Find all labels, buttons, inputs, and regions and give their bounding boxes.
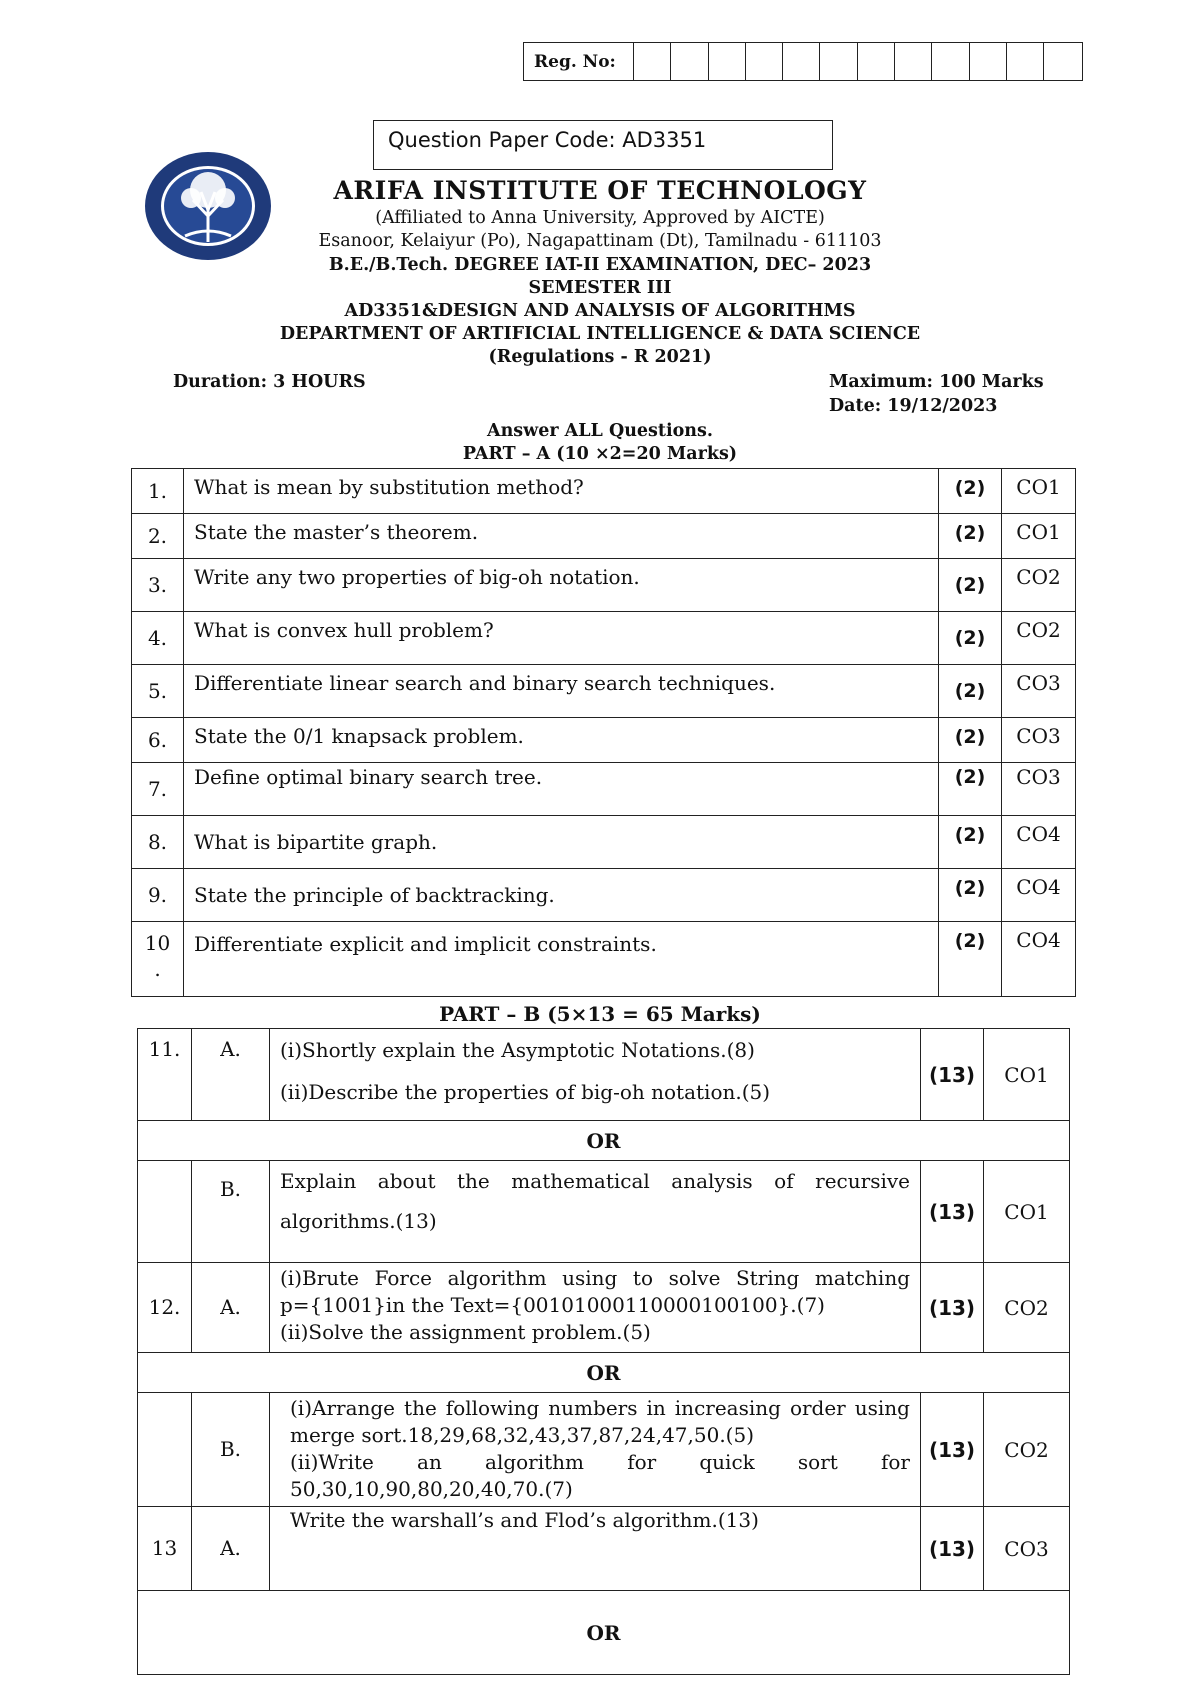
empty-cell bbox=[138, 1161, 192, 1263]
question-line: (i)Shortly explain the Asymptotic Notations.(8) bbox=[280, 1038, 755, 1062]
or-row bbox=[138, 1353, 1070, 1393]
course-outcome: CO3 bbox=[1002, 718, 1076, 763]
question-line: (i)Brute Force algorithm using to solve String matching bbox=[280, 1266, 910, 1290]
or-row bbox=[138, 1591, 1070, 1675]
table-row bbox=[138, 1507, 1070, 1591]
affiliation-text: (Affiliated to Anna University, Approved by AICTE) bbox=[375, 208, 825, 228]
question-marks: (13) bbox=[921, 1507, 984, 1591]
question-marks: (2) bbox=[939, 922, 1002, 997]
question-option: A. bbox=[192, 1263, 270, 1353]
table-row bbox=[138, 1029, 1070, 1121]
semester-title: SEMESTER III bbox=[528, 278, 672, 298]
part-a-table bbox=[131, 468, 1076, 997]
reg-no-cell bbox=[746, 43, 783, 80]
question-number: 7. bbox=[132, 763, 184, 816]
question-marks: (2) bbox=[939, 816, 1002, 869]
department-title: DEPARTMENT OF ARTIFICIAL INTELLIGENCE & DATA SCIENCE bbox=[279, 324, 921, 344]
instruction-text: Answer ALL Questions. bbox=[487, 421, 713, 441]
table-row bbox=[132, 559, 1076, 612]
question-line: Explain about the mathematical analysis of recursive bbox=[280, 1169, 910, 1193]
course-outcome: CO4 bbox=[1002, 816, 1076, 869]
or-label: OR bbox=[138, 1591, 1070, 1675]
course-outcome: CO1 bbox=[984, 1029, 1070, 1121]
reg-no-cell bbox=[709, 43, 746, 80]
question-text: What is mean by substitution method? bbox=[184, 469, 939, 514]
part-b-title: PART – B (5×13 = 65 Marks) bbox=[439, 1002, 761, 1026]
question-option: B. bbox=[192, 1161, 270, 1263]
question-marks: (13) bbox=[921, 1263, 984, 1353]
question-number: 12. bbox=[138, 1263, 192, 1353]
or-row bbox=[138, 1121, 1070, 1161]
reg-no-label: Reg. No: bbox=[524, 43, 634, 80]
question-number: 1. bbox=[132, 469, 184, 514]
question-marks: (13) bbox=[921, 1393, 984, 1507]
course-outcome: CO1 bbox=[1002, 514, 1076, 559]
question-marks: (13) bbox=[921, 1029, 984, 1121]
table-row bbox=[132, 922, 1076, 997]
table-row bbox=[132, 514, 1076, 559]
address-text: Esanoor, Kelaiyur (Po), Nagapattinam (Dt), Tamilnadu - 611103 bbox=[318, 231, 882, 251]
question-marks: (2) bbox=[939, 612, 1002, 665]
course-outcome: CO2 bbox=[984, 1393, 1070, 1507]
question-number: 13 bbox=[138, 1507, 192, 1591]
question-text: What is bipartite graph. bbox=[184, 816, 939, 869]
table-row bbox=[132, 718, 1076, 763]
reg-no-cell bbox=[932, 43, 969, 80]
question-marks: (2) bbox=[939, 665, 1002, 718]
question-line: (i)Arrange the following numbers in increasing order using bbox=[290, 1396, 910, 1420]
reg-no-cell bbox=[895, 43, 932, 80]
exam-title: B.E./B.Tech. DEGREE IAT-II EXAMINATION, DEC– 2023 bbox=[328, 255, 872, 275]
question-marks: (2) bbox=[939, 718, 1002, 763]
regulations-text: (Regulations - R 2021) bbox=[488, 347, 712, 367]
part-b-table bbox=[137, 1028, 1070, 1675]
reg-no-cell bbox=[671, 43, 708, 80]
question-line: merge sort.18,29,68,32,43,37,87,24,47,50.(5) bbox=[290, 1423, 755, 1447]
or-label: OR bbox=[138, 1353, 1070, 1393]
reg-no-cell bbox=[1007, 43, 1044, 80]
question-number: 9. bbox=[132, 869, 184, 922]
question-text: State the principle of backtracking. bbox=[184, 869, 939, 922]
question-marks: (2) bbox=[939, 559, 1002, 612]
reg-no-cell bbox=[1044, 43, 1081, 80]
question-line: (ii)Write an algorithm for quick sort for bbox=[290, 1450, 910, 1474]
course-outcome: CO2 bbox=[1002, 612, 1076, 665]
empty-cell bbox=[138, 1393, 192, 1507]
question-line: 50,30,10,90,80,20,40,70.(7) bbox=[290, 1477, 573, 1501]
question-number: 8. bbox=[132, 816, 184, 869]
table-row bbox=[132, 763, 1076, 816]
table-row bbox=[132, 816, 1076, 869]
question-number: 3. bbox=[132, 559, 184, 612]
duration-text: Duration: 3 HOURS bbox=[173, 372, 366, 392]
table-row bbox=[132, 665, 1076, 718]
question-marks: (2) bbox=[939, 763, 1002, 816]
question-line: Write the warshall’s and Flod’s algorithm.(13) bbox=[270, 1507, 921, 1591]
or-label: OR bbox=[138, 1121, 1070, 1161]
question-option: A. bbox=[192, 1029, 270, 1121]
course-outcome: CO3 bbox=[1002, 665, 1076, 718]
table-row bbox=[138, 1393, 1070, 1507]
question-line: (ii)Solve the assignment problem.(5) bbox=[280, 1320, 651, 1344]
question-text: Define optimal binary search tree. bbox=[184, 763, 939, 816]
course-outcome: CO1 bbox=[984, 1161, 1070, 1263]
reg-no-cell bbox=[634, 43, 671, 80]
course-outcome: CO2 bbox=[1002, 559, 1076, 612]
table-row bbox=[132, 869, 1076, 922]
table-row bbox=[138, 1161, 1070, 1263]
question-number: 5. bbox=[132, 665, 184, 718]
question-text: State the 0/1 knapsack problem. bbox=[184, 718, 939, 763]
reg-no-cell bbox=[820, 43, 857, 80]
question-line: p={1001}in the Text={00101000110000100100}.(7) bbox=[280, 1293, 825, 1317]
question-number: 11. bbox=[138, 1029, 192, 1121]
question-marks: (13) bbox=[921, 1161, 984, 1263]
reg-no-cell bbox=[783, 43, 820, 80]
question-number: 10 . bbox=[132, 922, 184, 997]
question-marks: (2) bbox=[939, 869, 1002, 922]
reg-no-box bbox=[523, 42, 1083, 81]
question-line: (ii)Describe the properties of big-oh notation.(5) bbox=[280, 1080, 771, 1104]
course-title: AD3351&DESIGN AND ANALYSIS OF ALGORITHMS bbox=[344, 301, 856, 321]
course-outcome: CO1 bbox=[1002, 469, 1076, 514]
course-outcome: CO4 bbox=[1002, 869, 1076, 922]
part-a-title: PART – A (10 ×2=20 Marks) bbox=[462, 444, 738, 464]
question-number: 6. bbox=[132, 718, 184, 763]
date-text: Date: 19/12/2023 bbox=[829, 396, 998, 416]
table-row bbox=[138, 1263, 1070, 1353]
question-option: B. bbox=[192, 1393, 270, 1507]
question-text: Write any two properties of big-oh notation. bbox=[184, 559, 939, 612]
question-marks: (2) bbox=[939, 514, 1002, 559]
question-text: Differentiate explicit and implicit constraints. bbox=[184, 922, 939, 997]
question-line: algorithms.(13) bbox=[280, 1209, 437, 1233]
reg-no-cell bbox=[970, 43, 1007, 80]
question-paper-code: Question Paper Code: AD3351 bbox=[373, 120, 833, 170]
course-outcome: CO3 bbox=[984, 1507, 1070, 1591]
table-row bbox=[132, 469, 1076, 514]
question-text: State the master’s theorem. bbox=[184, 514, 939, 559]
course-outcome: CO3 bbox=[1002, 763, 1076, 816]
institute-name: ARIFA INSTITUTE OF TECHNOLOGY bbox=[333, 176, 867, 205]
table-row bbox=[132, 612, 1076, 665]
question-number: 4. bbox=[132, 612, 184, 665]
question-number: 2. bbox=[132, 514, 184, 559]
question-text: What is convex hull problem? bbox=[184, 612, 939, 665]
course-outcome: CO2 bbox=[984, 1263, 1070, 1353]
question-marks: (2) bbox=[939, 469, 1002, 514]
question-text: Differentiate linear search and binary search techniques. bbox=[184, 665, 939, 718]
question-option: A. bbox=[192, 1507, 270, 1591]
course-outcome: CO4 bbox=[1002, 922, 1076, 997]
reg-no-cell bbox=[858, 43, 895, 80]
max-marks-text: Maximum: 100 Marks bbox=[829, 372, 1044, 392]
